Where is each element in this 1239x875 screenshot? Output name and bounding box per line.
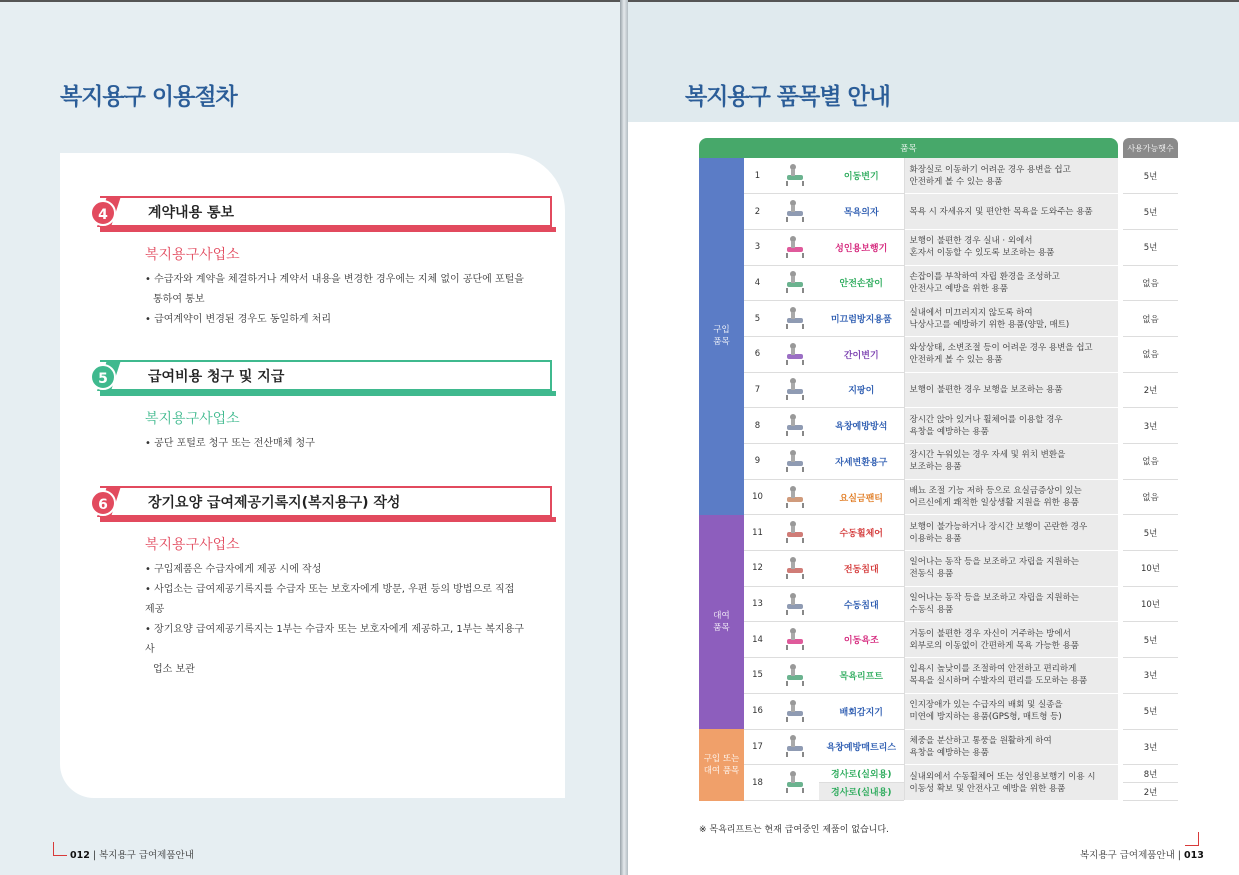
usage-years: 5년 (1123, 194, 1178, 230)
bathtub-icon (781, 625, 809, 651)
usage-years: 5년 (1123, 693, 1178, 729)
usage-years: 없음 (1123, 265, 1178, 301)
bullet: • 수급자와 계약을 체결하거나 계약서 내용을 변경한 경우에는 지체 없이 공단에 포털을 (145, 274, 524, 285)
table-row (699, 515, 1178, 551)
item-description: 목욕 시 자세유지 및 편안한 목욕을 도와주는 용품 (904, 194, 1118, 230)
item-name: 이동변기 (819, 158, 904, 194)
section-title: 급여비용 청구 및 지급 (148, 369, 285, 385)
row-number: 6 (744, 336, 771, 372)
usage-years: 5년 (1123, 622, 1178, 658)
group-label: 구입 품목 (699, 158, 744, 515)
section-title: 계약내용 통보 (148, 205, 235, 221)
row-number: 2 (744, 194, 771, 230)
bullet-list (145, 434, 525, 454)
row-icon-cell (771, 551, 819, 587)
footnote: ※ 목욕리프트는 현재 급여중인 제품이 없습니다. (699, 825, 889, 835)
item-name: 성인용보행기 (819, 229, 904, 265)
usage-years: 없음 (1123, 479, 1178, 515)
item-description: 실내에서 미끄러지지 않도록 하여 낙상사고를 예방하기 위한 용품(양말, 매트) (904, 301, 1118, 337)
item-name: 배회감지기 (819, 693, 904, 729)
row-number: 10 (744, 479, 771, 515)
row-number: 15 (744, 658, 771, 694)
usage-years: 3년 (1123, 729, 1178, 765)
item-description: 일어나는 동작 등을 보조하고 자립을 지원하는 수동식 용품 (904, 586, 1118, 622)
item-name: 수동휠체어 (819, 515, 904, 551)
group-label: 대여 품목 (699, 515, 744, 729)
mattress-icon (781, 732, 809, 758)
usage-years: 2년 (1123, 783, 1178, 801)
item-name: 목욕의자 (819, 194, 904, 230)
row-icon-cell (771, 158, 819, 194)
step-number: 6 (90, 490, 116, 516)
bath-chair-icon (781, 197, 809, 223)
item-description: 와상상태, 소변조절 등이 어려운 경우 용변을 쉽고 안전하게 볼 수 있는 용품 (904, 336, 1118, 372)
usage-years: 3년 (1123, 408, 1178, 444)
bullet-list (145, 560, 525, 680)
cane-icon (781, 375, 809, 401)
section-subtitle: 복지용구사업소 (145, 411, 240, 427)
row-icon-cell (771, 479, 819, 515)
row-icon-cell (771, 229, 819, 265)
bullet: • 구입제품은 수급자에게 제공 시에 작성 (145, 564, 322, 575)
item-description: 일어나는 동작 등을 보조하고 자립을 지원하는 전동식 용품 (904, 551, 1118, 587)
row-number: 11 (744, 515, 771, 551)
item-name: 욕창예방매트리스 (819, 729, 904, 765)
item-name: 자세변환용구 (819, 444, 904, 480)
table-row (699, 479, 1178, 515)
row-icon-cell (771, 658, 819, 694)
usage-years: 10년 (1123, 586, 1178, 622)
row-number: 4 (744, 265, 771, 301)
row-number: 8 (744, 408, 771, 444)
row-number: 16 (744, 693, 771, 729)
page-title: 복지용구 품목별 안내 (685, 84, 890, 110)
row-number: 9 (744, 444, 771, 480)
usage-years: 없음 (1123, 301, 1178, 337)
row-icon-cell (771, 194, 819, 230)
item-name: 경사로(실내용) (819, 783, 904, 801)
table-row (699, 551, 1178, 587)
handrail-icon (781, 268, 809, 294)
item-description: 장시간 앉아 있거나 휠체어를 이용할 경우 욕창을 예방하는 용품 (904, 408, 1118, 444)
footer-line (53, 842, 67, 856)
table-row (699, 158, 1178, 194)
table-row (699, 301, 1178, 337)
section-6 (90, 486, 558, 680)
row-icon-cell (771, 586, 819, 622)
item-name: 미끄럼방지용품 (819, 301, 904, 337)
section-header (90, 360, 558, 394)
item-description: 손잡이를 부착하여 자립 환경을 조성하고 안전사고 예방을 위한 용품 (904, 265, 1118, 301)
footer-text: 복지용구 급여제품안내 | (1080, 850, 1182, 861)
item-description: 체중을 분산하고 통풍을 원활하게 하여 욕창을 예방하는 용품 (904, 729, 1118, 765)
item-name: 안전손잡이 (819, 265, 904, 301)
toilet-chair-icon (781, 161, 809, 187)
table-row (699, 658, 1178, 694)
wheelchair-icon (781, 518, 809, 544)
item-description: 인지장애가 있는 수급자의 배회 및 실종을 미연에 방지하는 용품(GPS형, 매트형 등) (904, 693, 1118, 729)
item-name: 수동침대 (819, 586, 904, 622)
antislip-icon (781, 304, 809, 330)
bullet: • 사업소는 급여제공기록지를 수급자 또는 보호자에게 방문, 우편 등의 방법으로 직접 제공 (145, 584, 515, 615)
step-number: 5 (90, 364, 116, 390)
section-header (90, 486, 558, 520)
item-name: 간이변기 (819, 336, 904, 372)
right-page (628, 0, 1239, 875)
row-number: 3 (744, 229, 771, 265)
manual-bed-icon (781, 590, 809, 616)
section-header (90, 196, 558, 230)
cushion-icon (781, 411, 809, 437)
row-icon-cell (771, 765, 819, 801)
bullet-list (145, 270, 525, 330)
table-row (699, 265, 1178, 301)
table-row (699, 444, 1178, 480)
position-icon (781, 447, 809, 473)
bullet: 업소 보관 (153, 664, 195, 675)
row-icon-cell (771, 301, 819, 337)
row-icon-cell (771, 372, 819, 408)
table-row (699, 372, 1178, 408)
urinal-icon (781, 340, 809, 366)
usage-years: 5년 (1123, 515, 1178, 551)
header-count: 사용가능햇수 (1123, 138, 1178, 158)
content-card (60, 153, 565, 798)
section-subtitle: 복지용구사업소 (145, 247, 240, 263)
page-footer (70, 847, 194, 861)
table-row (699, 194, 1178, 230)
usage-years: 8년 (1123, 765, 1178, 783)
usage-years: 3년 (1123, 658, 1178, 694)
electric-bed-icon (781, 554, 809, 580)
bullet: 통하여 통보 (153, 294, 205, 305)
row-number: 7 (744, 372, 771, 408)
row-icon-cell (771, 444, 819, 480)
pants-icon (781, 483, 809, 509)
row-number: 14 (744, 622, 771, 658)
item-name: 전동침대 (819, 551, 904, 587)
row-icon-cell (771, 515, 819, 551)
page-footer (1080, 847, 1204, 861)
item-name: 이동욕조 (819, 622, 904, 658)
ramp-icon (781, 768, 809, 794)
item-name: 지팡이 (819, 372, 904, 408)
item-name: 요실금팬티 (819, 479, 904, 515)
item-description: 실내외에서 수동휠체어 또는 성인용보행기 이용 시 이동성 확보 및 안전사고 예방을 위한 용품 (904, 765, 1118, 801)
step-number: 4 (90, 200, 116, 226)
walker-icon (781, 233, 809, 259)
usage-years: 5년 (1123, 229, 1178, 265)
item-description: 보행이 불편한 경우 실내 · 외에서 혼자서 이동할 수 있도록 보조하는 용품 (904, 229, 1118, 265)
item-description: 거동이 불편한 경우 자신이 거주하는 방에서 외부로의 이동없이 간편하게 목욕 가능한 용품 (904, 622, 1118, 658)
row-icon-cell (771, 265, 819, 301)
footer-text: | 복지용구 급여제품안내 (92, 850, 194, 861)
table-body (699, 158, 1178, 801)
page-title: 복지용구 이용절차 (60, 84, 237, 110)
bullet: • 장기요양 급여제공기록지는 1부는 수급자 또는 보호자에게 제공하고, 1부는 복지용구사 (145, 624, 524, 655)
item-name: 목욕리프트 (819, 658, 904, 694)
section-5 (90, 360, 558, 454)
item-description: 보행이 불편한 경우 보행을 보조하는 용품 (904, 372, 1118, 408)
item-name: 욕창예방방석 (819, 408, 904, 444)
item-description: 입욕시 높낮이를 조절하여 안전하고 편리하게 목욕을 실시하며 수발자의 편리를 도모하는 용품 (904, 658, 1118, 694)
bath-lift-icon (781, 661, 809, 687)
table-row (699, 586, 1178, 622)
table-row (699, 229, 1178, 265)
row-number: 17 (744, 729, 771, 765)
usage-years: 없음 (1123, 336, 1178, 372)
table-row (699, 336, 1178, 372)
row-icon-cell (771, 729, 819, 765)
row-number: 1 (744, 158, 771, 194)
row-number: 18 (744, 765, 771, 801)
item-name: 경사로(실외용) (819, 765, 904, 783)
row-icon-cell (771, 622, 819, 658)
section-title: 장기요양 급여제공기록지(복지용구) 작성 (148, 495, 401, 511)
table-row (699, 765, 1178, 783)
usage-years: 10년 (1123, 551, 1178, 587)
bullet: • 급여계약이 변경된 경우도 동일하게 처리 (145, 314, 332, 325)
usage-years: 없음 (1123, 444, 1178, 480)
bullet: • 공단 포털로 청구 또는 전산매체 청구 (145, 438, 315, 449)
row-number: 12 (744, 551, 771, 587)
table-row (699, 693, 1178, 729)
table-row (699, 622, 1178, 658)
item-description: 장시간 누워있는 경우 자세 및 위치 변환을 보조하는 용품 (904, 444, 1118, 480)
row-icon-cell (771, 408, 819, 444)
table-row (699, 729, 1178, 765)
section-4 (90, 196, 558, 330)
header-item: 품목 (699, 138, 1118, 158)
item-description: 화장실로 이동하기 어려운 경우 용변을 쉽고 안전하게 볼 수 있는 용품 (904, 158, 1118, 194)
book-spine (620, 0, 628, 875)
usage-years: 2년 (1123, 372, 1178, 408)
group-label: 구입 또는 대여 품목 (699, 729, 744, 801)
product-table (699, 138, 1178, 801)
row-number: 13 (744, 586, 771, 622)
table-row (699, 408, 1178, 444)
item-description: 보행이 불가능하거나 장시간 보행이 곤란한 경우 이용하는 용품 (904, 515, 1118, 551)
page-number: 013 (1184, 850, 1204, 861)
page-number: 012 (70, 850, 90, 861)
row-icon-cell (771, 693, 819, 729)
row-icon-cell (771, 336, 819, 372)
usage-years: 5년 (1123, 158, 1178, 194)
section-subtitle: 복지용구사업소 (145, 537, 240, 553)
wander-detector-icon (781, 697, 809, 723)
row-number: 5 (744, 301, 771, 337)
item-description: 배뇨 조절 기능 저하 등으로 요실금증상이 있는 어르신에게 쾌적한 일상생활 지원을 위한 용품 (904, 479, 1118, 515)
footer-line (1185, 832, 1199, 846)
